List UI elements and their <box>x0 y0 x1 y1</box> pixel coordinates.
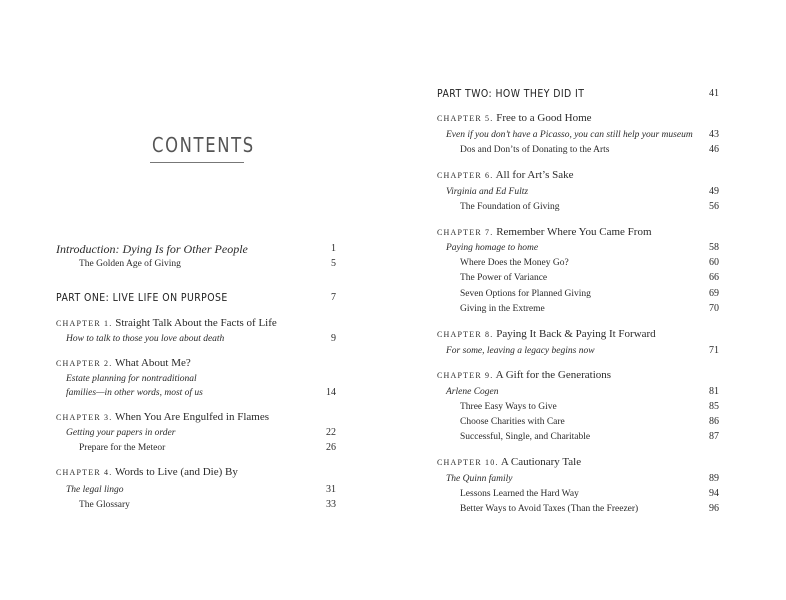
section-entry <box>0 501 786 517</box>
entry-title: Introduction: Dying Is for Other People <box>56 242 248 256</box>
entry-title: Lessons Learned the Hard Way <box>460 489 579 499</box>
page-number: 60 <box>709 257 719 268</box>
section-entry <box>0 471 786 487</box>
page-number: 66 <box>709 272 719 283</box>
chapter-label: CHAPTER 6. <box>437 171 494 180</box>
entry-title: Choose Charities with Care <box>460 417 565 427</box>
section-entry <box>0 399 786 415</box>
entry-title: Getting your papers in order <box>66 428 176 438</box>
page-number: 46 <box>709 144 719 155</box>
chapter-title <box>437 167 574 184</box>
entry-title: Where Does the Money Go? <box>460 258 569 268</box>
section-entry <box>0 255 786 271</box>
section-entry <box>0 414 786 430</box>
section-entry <box>0 199 786 215</box>
page-number: 26 <box>326 442 336 453</box>
chapter-entry <box>0 367 786 383</box>
entry-title: The Glossary <box>79 500 130 510</box>
page-number: 1 <box>331 243 336 254</box>
entry-title: PART ONE: LIVE LIFE ON PURPOSE <box>56 291 228 304</box>
page-number: 69 <box>709 288 719 299</box>
page-number: 94 <box>709 488 719 499</box>
page-number: 9 <box>331 333 336 344</box>
section-entry <box>0 486 786 502</box>
chapter-entry <box>0 326 786 342</box>
chapter-name: Words to Live (and Die) By <box>115 466 238 478</box>
entry-title: Virginia and Ed Fultz <box>446 187 529 197</box>
entry-title: Three Easy Ways to Give <box>460 402 557 412</box>
chapter-name: Remember Where You Came From <box>496 226 652 238</box>
chapter-title <box>437 454 581 471</box>
page-number: 71 <box>709 345 719 356</box>
chapter-entry <box>0 224 786 240</box>
entry-title: The Power of Variance <box>460 273 548 283</box>
section-entry <box>0 429 786 445</box>
chapter-name: When You Are Engulfed in Flames <box>115 411 269 423</box>
chapter-title <box>437 110 592 127</box>
chapter-name: All for Art’s Sake <box>495 169 574 181</box>
chapter-title <box>437 326 656 343</box>
section-entry <box>0 270 786 286</box>
chapter-label: CHAPTER 8. <box>437 330 494 339</box>
page-number: 58 <box>709 242 719 253</box>
entry-title: The Golden Age of Giving <box>79 259 181 269</box>
page-number: 96 <box>709 503 719 514</box>
chapter-name: A Cautionary Tale <box>500 456 582 468</box>
chapter-title <box>437 224 652 241</box>
section-entry <box>0 142 786 158</box>
entry-title: Estate planning for nontraditional <box>66 374 197 384</box>
page-number: 5 <box>331 258 336 269</box>
entry-title: Paying homage to home <box>446 243 539 253</box>
entry-title: Even if you don’t have a Picasso, you can still help your museum <box>446 130 693 140</box>
chapter-name: Paying It Back & Paying It Forward <box>496 328 656 340</box>
chapter-entry <box>0 454 786 470</box>
chapter-name: A Gift for the Generations <box>495 369 612 381</box>
page-number: 22 <box>326 427 336 438</box>
chapter-label: CHAPTER 9. <box>437 371 494 380</box>
entry-title: The Quinn family <box>446 474 513 484</box>
chapter-label: CHAPTER 10. <box>437 458 499 467</box>
entry-title: Better Ways to Avoid Taxes (Than the Freezer) <box>460 504 639 514</box>
entry-title: The Foundation of Giving <box>460 202 560 212</box>
title-underline <box>150 162 244 163</box>
entry-title: Arlene Cogen <box>446 387 499 397</box>
entry-title: Giving in the Extreme <box>460 304 545 314</box>
section-entry <box>0 343 786 359</box>
page-number: 14 <box>326 387 336 398</box>
page-number: 56 <box>709 201 719 212</box>
chapter-label: CHAPTER 7. <box>437 228 494 237</box>
section-entry <box>0 240 786 256</box>
chapter-name: Straight Talk About the Facts of Life <box>115 317 277 329</box>
chapter-label: CHAPTER 1. <box>56 319 113 328</box>
page-number: 81 <box>709 386 719 397</box>
section-entry <box>0 184 786 200</box>
page-number: 86 <box>709 416 719 427</box>
chapter-label: CHAPTER 3. <box>56 413 113 422</box>
entry-title: families—in other words, most of us <box>66 388 203 398</box>
entry-title: PART TWO: HOW THEY DID IT <box>437 87 585 100</box>
page-number: 87 <box>709 431 719 442</box>
entry-title: Prepare for the Meteor <box>79 443 166 453</box>
page-number: 70 <box>709 303 719 314</box>
page-number: 89 <box>709 473 719 484</box>
section-entry <box>0 127 786 143</box>
entry-title: The legal lingo <box>66 485 124 495</box>
chapter-name: What About Me? <box>115 357 191 369</box>
section-entry <box>0 384 786 400</box>
chapter-title <box>437 367 611 384</box>
contents-heading: CONTENTS <box>152 133 255 157</box>
page-number: 7 <box>331 292 336 303</box>
entry-title: How to talk to those you love about death <box>66 334 225 344</box>
page-number: 41 <box>709 88 719 99</box>
chapter-name: Free to a Good Home <box>496 112 592 124</box>
page-number: 49 <box>709 186 719 197</box>
section-entry <box>0 301 786 317</box>
entry-title: Dos and Don’ts of Donating to the Arts <box>460 145 610 155</box>
part-heading <box>0 86 786 102</box>
page-number: 33 <box>326 499 336 510</box>
chapter-entry <box>0 110 786 126</box>
page-number: 85 <box>709 401 719 412</box>
page-number: 43 <box>709 129 719 140</box>
page-number: 31 <box>326 484 336 495</box>
chapter-label: CHAPTER 4. <box>56 468 113 477</box>
entry-title: For some, leaving a legacy begins now <box>446 346 595 356</box>
chapter-entry <box>0 167 786 183</box>
entry-title: Seven Options for Planned Giving <box>460 289 591 299</box>
chapter-label: CHAPTER 5. <box>437 114 494 123</box>
chapter-label: CHAPTER 2. <box>56 359 113 368</box>
entry-title: Successful, Single, and Charitable <box>460 432 591 442</box>
section-entry <box>0 286 786 302</box>
